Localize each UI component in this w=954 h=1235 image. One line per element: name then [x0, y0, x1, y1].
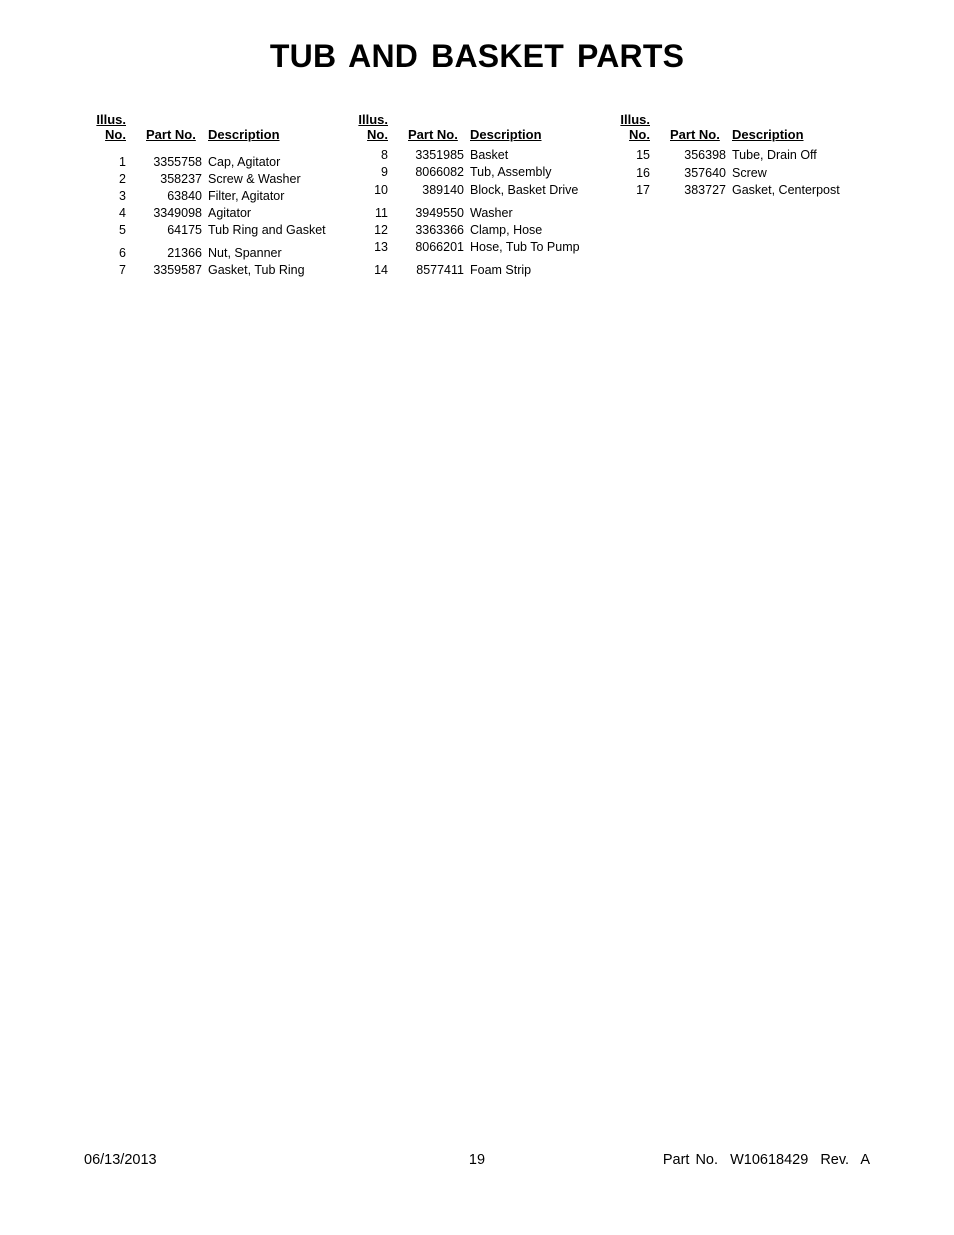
part-no: 389140 [422, 183, 464, 197]
illus-no: 7 [119, 263, 126, 277]
part-no: 3351985 [415, 148, 464, 162]
part-description: Tube, Drain Off [732, 148, 817, 162]
part-description: Agitator [208, 206, 252, 220]
illus-no: 10 [374, 183, 388, 197]
part-description: Foam Strip [470, 263, 532, 277]
part-no: 383727 [684, 183, 726, 197]
part-no: 357640 [684, 166, 726, 180]
part-no: 8066201 [415, 240, 464, 254]
illus-header-line1: Illus. [620, 112, 650, 127]
part-description: Clamp, Hose [470, 223, 543, 237]
illus-no: 14 [374, 263, 388, 277]
illus-header-line2: No. [105, 127, 126, 142]
illus-no-header [358, 112, 388, 142]
illus-no: 15 [636, 148, 650, 162]
description-header: Description [732, 127, 804, 142]
part-no: 3359587 [153, 263, 202, 277]
illus-no: 12 [374, 223, 388, 237]
part-description: Tub Ring and Gasket [208, 223, 326, 237]
description-header: Description [470, 127, 542, 142]
part-description: Gasket, Tub Ring [208, 263, 305, 277]
illus-no: 17 [636, 183, 650, 197]
illus-header-line2: No. [367, 127, 388, 142]
illus-header-line1: Illus. [96, 112, 126, 127]
part-no-header: Part No. [670, 127, 720, 142]
illus-no: 8 [381, 148, 388, 162]
part-description: Nut, Spanner [208, 246, 282, 260]
footer-date: 06/13/2013 [84, 1152, 157, 1168]
part-description: Washer [470, 206, 513, 220]
page-number: 19 [468, 1152, 486, 1168]
part-description: Tub, Assembly [470, 165, 552, 179]
part-no: 64175 [167, 223, 202, 237]
part-no: 358237 [160, 172, 202, 186]
illus-no: 1 [119, 155, 126, 169]
part-no: 3355758 [153, 155, 202, 169]
illus-no: 4 [119, 206, 126, 220]
illus-no: 5 [119, 223, 126, 237]
illus-no: 3 [119, 189, 126, 203]
document-part-number: Part No. W10618429 Rev. A [662, 1152, 870, 1168]
illus-no: 6 [119, 246, 126, 260]
illus-no: 16 [636, 166, 650, 180]
part-description: Gasket, Centerpost [732, 183, 840, 197]
part-description: Block, Basket Drive [470, 183, 579, 197]
part-description: Screw [732, 166, 767, 180]
page-title: TUB AND BASKET PARTS [269, 38, 685, 74]
part-no: 3363366 [415, 223, 464, 237]
part-no: 3949550 [415, 206, 464, 220]
illus-no: 13 [374, 240, 388, 254]
illus-no-header [96, 112, 126, 142]
part-no: 21366 [167, 246, 202, 260]
part-no: 8577411 [416, 263, 464, 277]
part-no: 3349098 [153, 206, 202, 220]
illus-no: 9 [381, 165, 388, 179]
part-description: Hose, Tub To Pump [470, 240, 580, 254]
part-no: 8066082 [415, 165, 464, 179]
illus-no: 11 [375, 206, 388, 220]
illus-no-header [620, 112, 650, 142]
part-no-header: Part No. [408, 127, 458, 142]
part-description: Filter, Agitator [208, 189, 285, 203]
part-no: 356398 [684, 148, 726, 162]
illus-header-line2: No. [629, 127, 650, 142]
part-description: Screw & Washer [208, 172, 301, 186]
part-description: Basket [470, 148, 509, 162]
part-no: 63840 [167, 189, 202, 203]
illus-no: 2 [119, 172, 126, 186]
description-header: Description [208, 127, 280, 142]
part-no-header: Part No. [146, 127, 196, 142]
part-description: Cap, Agitator [208, 155, 281, 169]
illus-header-line1: Illus. [358, 112, 388, 127]
